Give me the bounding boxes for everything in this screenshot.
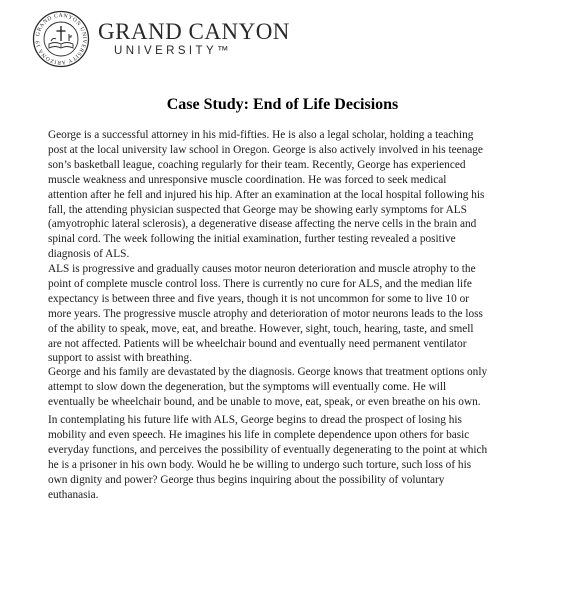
text-line: attempt to slow down the degeneration, but the symptoms will eventually come. He will	[48, 380, 447, 393]
logo-name: GRAND CANYON	[98, 19, 290, 44]
text-line: In contemplating his future life with ALS, George begins to dread the prospect of losing his	[48, 414, 462, 426]
logo-subtitle: UNIVERSITY™	[114, 45, 232, 57]
text-line: (amyotrophic lateral sclerosis), a degenerative disease affecting the nerve cells in the brain and	[48, 218, 477, 231]
text-line: point of complete muscle control loss. There is currently no cure for ALS, and the median life	[48, 277, 472, 290]
text-line: mobility and even speech. He imagines his life in complete dependence upon others for basic	[48, 428, 470, 441]
paragraph-4	[48, 413, 522, 502]
text-line: more years. The progressive muscle atrophy and deterioration of motor neurons leads to the loss	[48, 307, 483, 320]
text-line: diagnosis of ALS.	[48, 248, 130, 261]
document-title: Case Study: End of Life Decisions	[166, 96, 399, 113]
text-line: everyday functions, and perceives the possibility of eventually degenerating to the point at which	[48, 443, 488, 456]
text-line: ALS is progressive and gradually causes motor neuron deterioration and muscle atrophy to the	[48, 263, 476, 275]
text-line: post at the local university law school in Oregon. George is also actively involved in his teenage	[48, 143, 483, 156]
university-wordmark	[98, 20, 290, 58]
text-line: euthanasia.	[48, 488, 99, 501]
text-line: attention after he fell and injured his hip. After an examination at the local hospital following his	[48, 188, 485, 201]
text-line: expectancy is between three and five years, though it is not uncommon for some to live 10 or	[48, 292, 470, 305]
text-line: he is a prisoner in his own body. Would he be willing to undergo such torture, such loss of his	[48, 458, 472, 471]
text-line: eventually be wheelchair bound, and be unable to move, eat, speak, or even breathe on his own.	[48, 395, 481, 408]
text-line: spinal cord. The week following the initial examination, further testing revealed a positive	[48, 233, 456, 246]
text-line: support to assist with breathing.	[48, 352, 193, 365]
text-line: George is a successful attorney in his mid-fifties. He is also a legal scholar, holding a teaching	[48, 129, 474, 141]
paragraph-2	[48, 262, 522, 366]
text-line: George and his family are devastated by the diagnosis. George knows that treatment options only	[48, 366, 488, 378]
paragraph-3	[48, 365, 522, 410]
paragraph-1	[48, 128, 522, 262]
svg-text:GRAND CANYON UNIVERSITY ARIZON: GRAND CANYON UNIVERSITY ARIZONA 19	[34, 12, 88, 66]
text-line: muscle weakness and unresponsive muscle coordination. He was forced to seek medical	[48, 173, 447, 186]
text-line: fall, the attending physician suspected that George may be showing early symptoms for ALS	[48, 203, 467, 216]
text-line: are not affected. Patients will be wheelchair bound and eventually need permanent ventilator	[48, 337, 467, 350]
text-line: son’s basketball league, coaching regularly for their team. Recently, George has experienced	[48, 158, 466, 171]
university-logo	[32, 10, 292, 68]
text-line: of the ability to speak, move, eat, and breathe. However, sight, touch, hearing, taste, and smell	[48, 322, 474, 335]
university-seal-icon	[32, 10, 90, 68]
text-line: own dignity and power? George thus begins inquiring about the possibility of voluntary	[48, 473, 445, 486]
